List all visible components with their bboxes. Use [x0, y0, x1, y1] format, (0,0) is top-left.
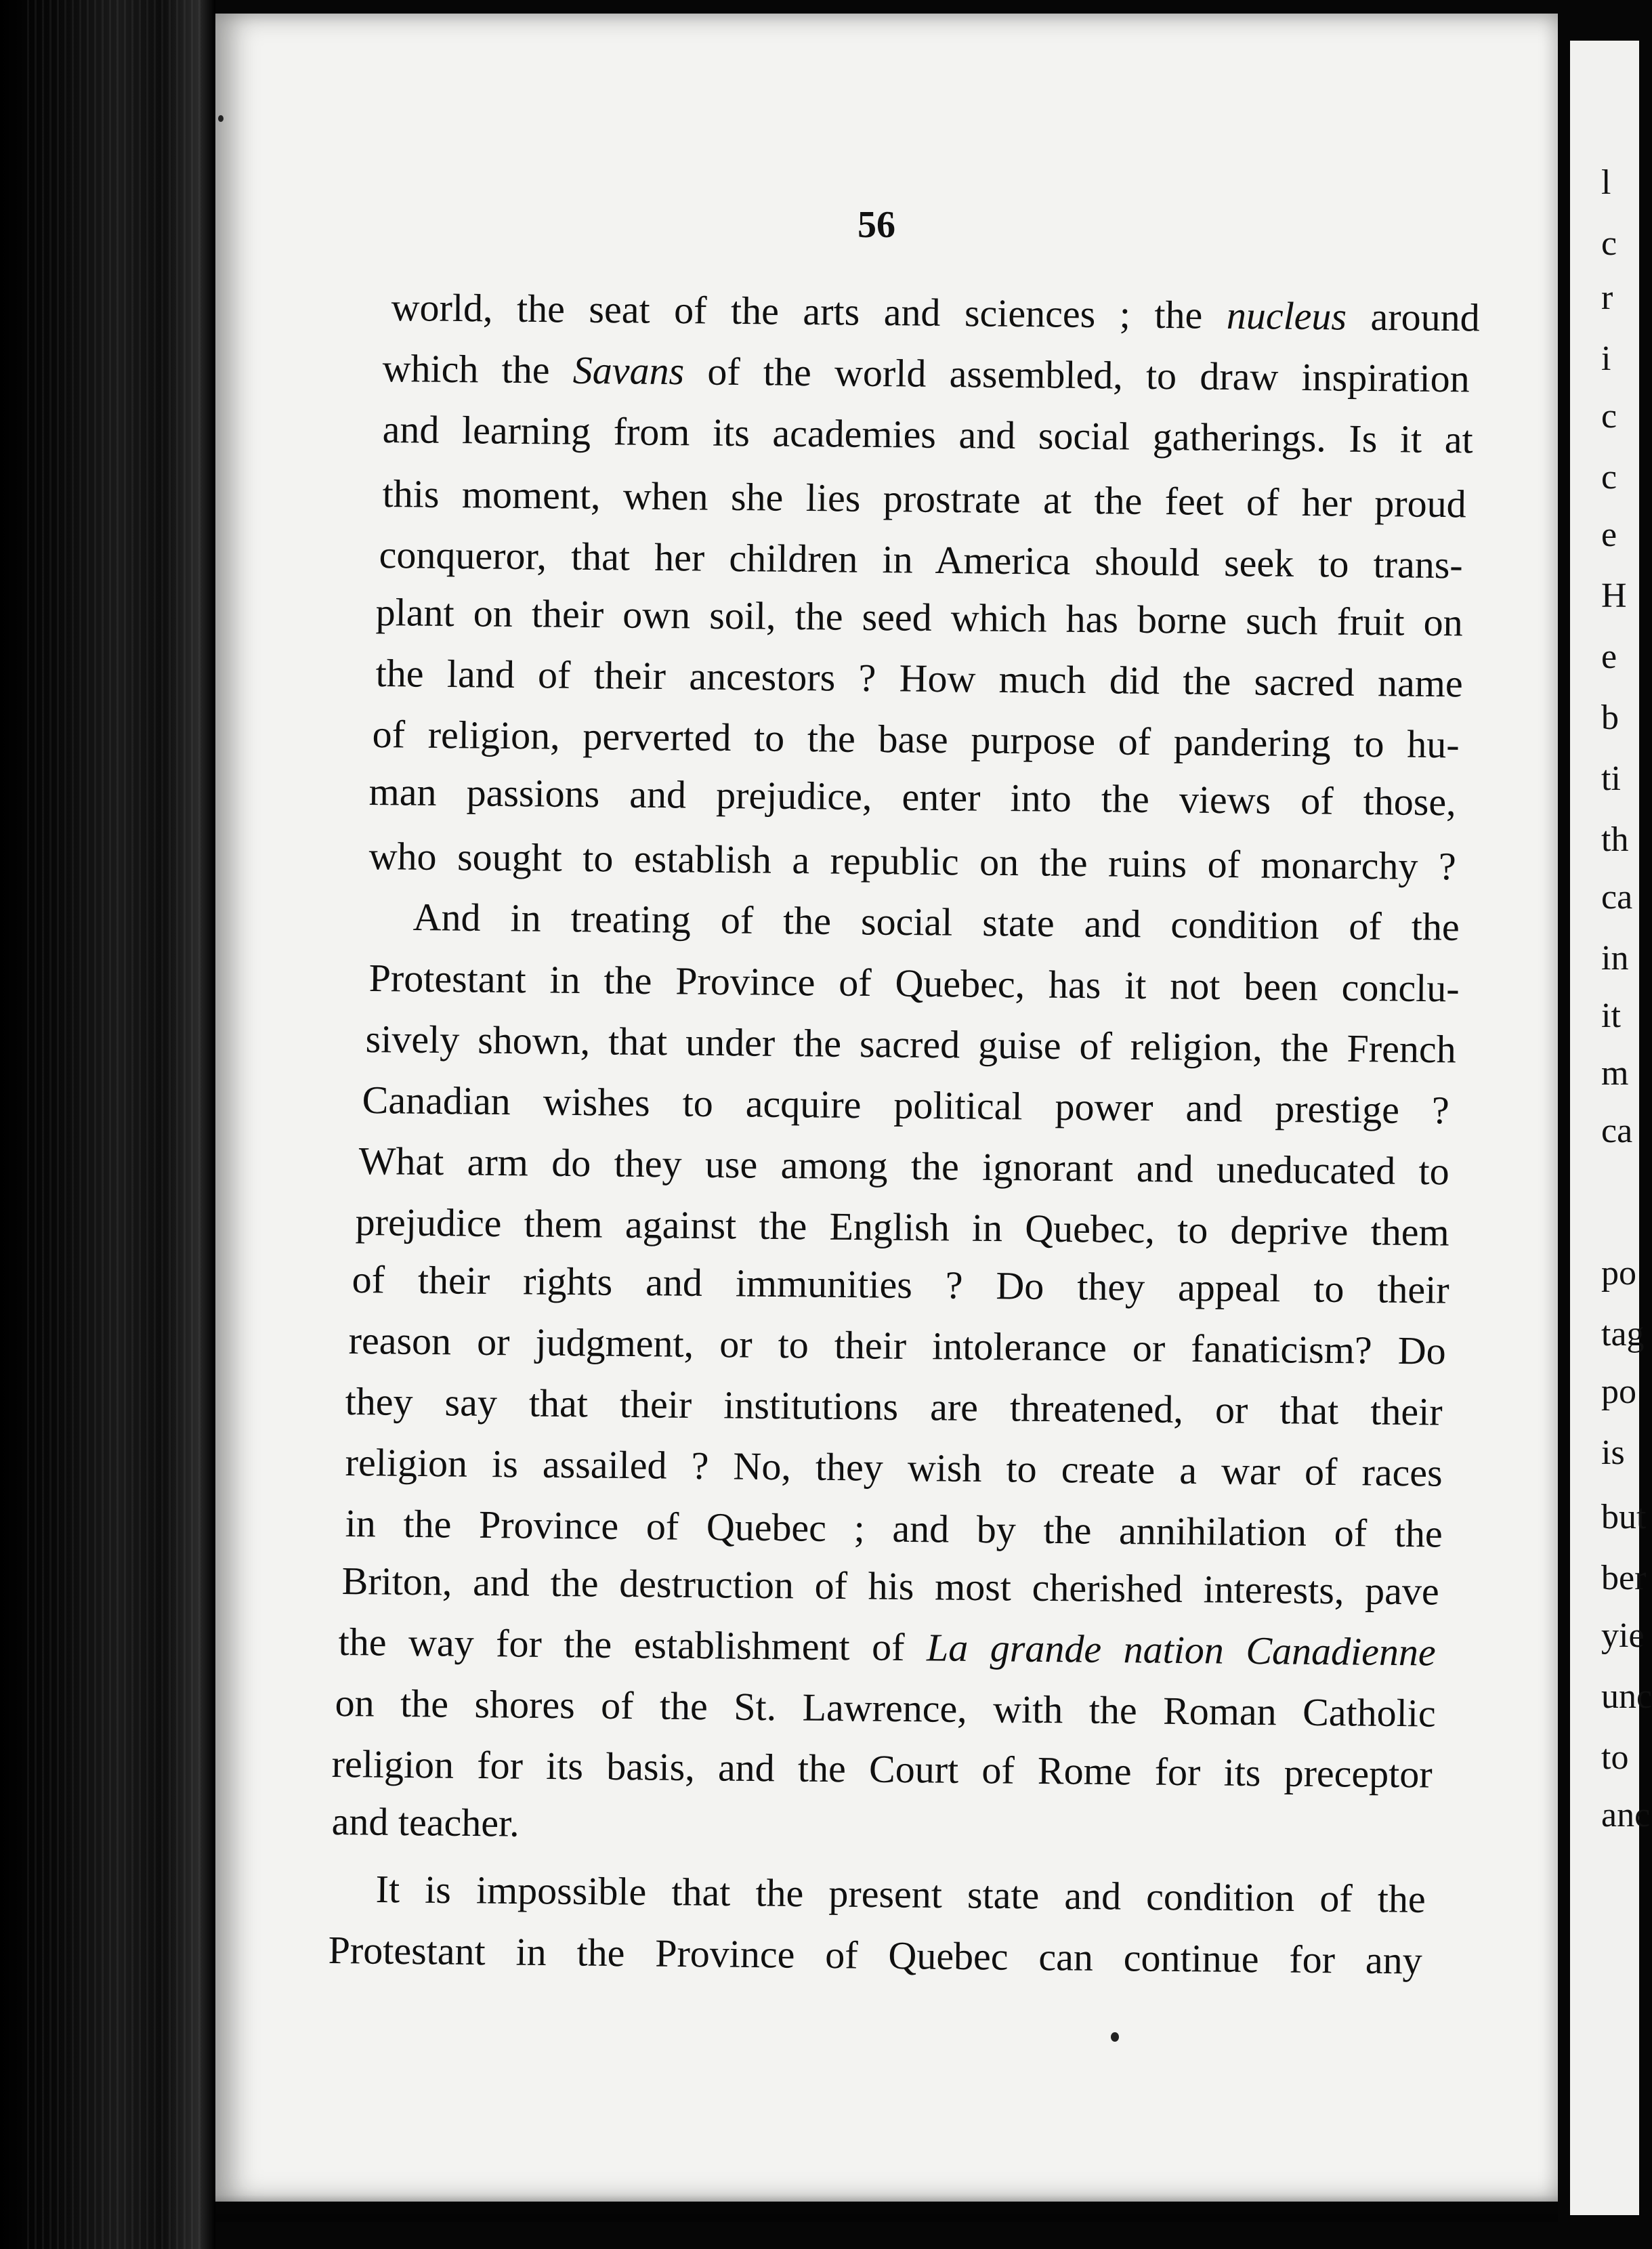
facing-page-fragment: to — [1601, 1738, 1629, 1777]
text-line: And in treating of the social state and condition of the — [412, 895, 1460, 949]
facing-page-fragment: in — [1601, 939, 1629, 978]
facing-page-fragment: c — [1601, 224, 1617, 263]
text-line: on the shores of the St. Lawrence, with the Roman Catholic — [335, 1681, 1436, 1736]
text-line: this moment, when she lies prostrate at the feet of her proud — [382, 471, 1466, 526]
text-line: who sought to establish a republic on the ruins of monarchy ? — [368, 834, 1456, 889]
facing-page-fragment: ti — [1601, 759, 1621, 798]
text-line: What arm do they use among the ignorant and uneducated to — [358, 1139, 1449, 1194]
text-line: world, the seat of the arts and sciences ; the nucleus around — [391, 285, 1480, 340]
text-line: religion for its basis, and the Court of Rome for its preceptor — [331, 1742, 1433, 1796]
text-line: conqueror, that her children in America should seek to trans- — [379, 532, 1463, 587]
facing-page-fragment: c — [1601, 458, 1617, 497]
facing-page-fragment: H — [1601, 576, 1627, 615]
text-line: Canadian wishes to acquire political power and prestige ? — [362, 1078, 1449, 1133]
text-line: and teacher. — [331, 1799, 520, 1845]
facing-page-fragment: anc — [1601, 1796, 1651, 1834]
text-line: reason or judgment, or to their intolerance or fanaticism? Do — [348, 1318, 1446, 1373]
facing-page-fragment: ca — [1601, 1112, 1633, 1150]
text-line: which the Savans of the world assembled, to draw inspiration — [382, 346, 1470, 401]
text-line: religion is assailed ? No, they wish to create a war of races — [345, 1440, 1443, 1495]
text-line: the way for the establishment of La grande nation Canadienne — [338, 1620, 1436, 1675]
page-number: 56 — [857, 204, 895, 246]
text-line: sively shown, that under the sacred guise of religion, the French — [365, 1017, 1456, 1072]
facing-page-fragment: c — [1601, 397, 1617, 436]
facing-page-fragment: is — [1601, 1433, 1625, 1472]
facing-page-fragment: e — [1601, 516, 1617, 554]
facing-page-fragment: yie — [1601, 1616, 1645, 1655]
facing-page-fragment: b — [1601, 698, 1619, 737]
text-line: Briton, and the destruction of his most cherished interests, pave — [341, 1559, 1439, 1614]
facing-page-fragment: i — [1601, 339, 1611, 378]
facing-page-fragment: unc — [1601, 1677, 1652, 1716]
facing-page-fragment: po — [1601, 1372, 1636, 1411]
ink-speck — [1111, 2032, 1119, 2042]
text-line: plant on their own soil, the seed which has borne such fruit on — [375, 590, 1463, 645]
facing-page-fragment: ca — [1601, 878, 1633, 917]
facing-page-fragment: e — [1601, 637, 1617, 676]
facing-page-fragment: po — [1601, 1254, 1636, 1292]
facing-page-fragment: l — [1601, 163, 1611, 202]
facing-page-fragment: tag — [1601, 1315, 1645, 1353]
text-line: Protestant in the Province of Quebec can continue for any — [328, 1928, 1422, 1983]
text-line: in the Province of Quebec ; and by the annihilation of the — [345, 1501, 1443, 1556]
text-line: prejudice them against the English in Quebec, to deprive them — [355, 1200, 1449, 1255]
facing-page-fragment: r — [1601, 278, 1613, 317]
italic-phrase: La grande nation Canadienne — [926, 1625, 1436, 1675]
facing-page-fragment: ber — [1601, 1559, 1647, 1597]
text-line: It is impossible that the present state and condition of the — [375, 1867, 1426, 1921]
text-line: and learning from its academies and social gatherings. Is it at — [382, 407, 1473, 462]
facing-page-fragment: it — [1601, 996, 1621, 1035]
text-line: of their rights and immunities ? Do they appeal to their — [352, 1257, 1449, 1312]
ink-speck — [218, 115, 224, 122]
text-line: man passions and prejudice, enter into the views of those, — [368, 770, 1456, 824]
text-line: of religion, perverted to the base purpose of pandering to hu- — [372, 712, 1460, 767]
facing-page-fragment: th — [1601, 820, 1629, 859]
text-line: Protestant in the Province of Quebec, has it not been conclu- — [368, 956, 1460, 1011]
text-line: they say that their institutions are threatened, or that their — [345, 1379, 1443, 1434]
italic-phrase: Savans — [572, 348, 685, 394]
facing-page-fragment: but — [1601, 1498, 1647, 1536]
text-line: the land of their ancestors ? How much did the sacred name — [375, 651, 1463, 706]
facing-page-fragment: m — [1601, 1054, 1629, 1093]
italic-phrase: nucleus — [1226, 293, 1347, 339]
